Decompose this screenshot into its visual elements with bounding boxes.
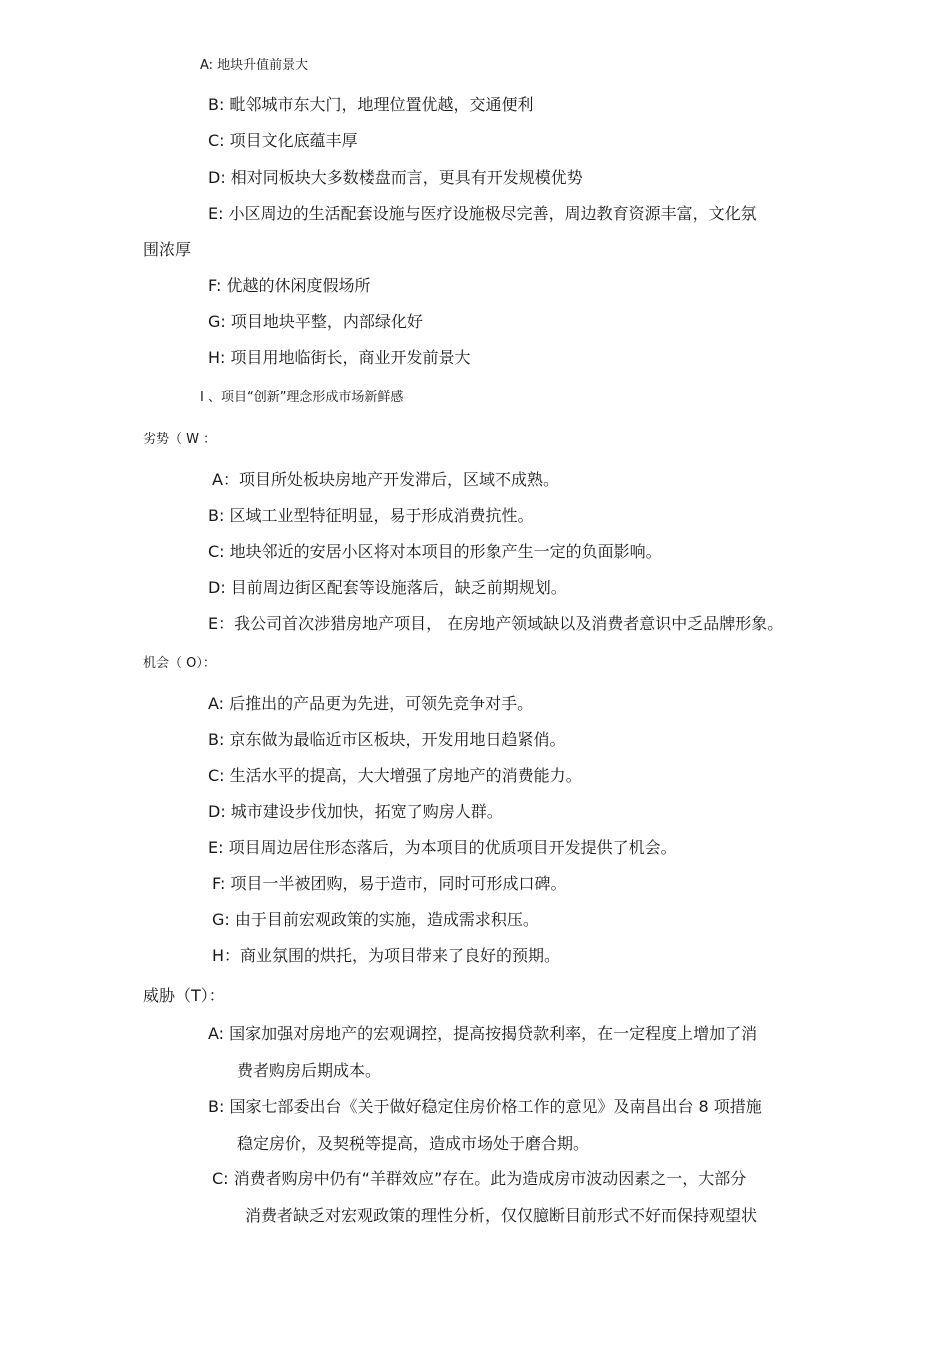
strength-item-d: D: 相对同板块大多数楼盘而言，更具有开发规模优势 xyxy=(208,168,583,187)
weakness-item-c: C: 地块邻近的安居小区将对本项目的形象产生一定的负面影响。 xyxy=(208,542,662,561)
weakness-item-b: B: 区域工业型特征明显，易于形成消费抗性。 xyxy=(208,506,534,525)
opportunity-item-c: C: 生活水平的提高，大大增强了房地产的消费能力。 xyxy=(208,766,582,785)
strength-item-h: H: 项目用地临街长，商业开发前景大 xyxy=(208,348,471,367)
strength-item-b: B: 毗邻城市东大门，地理位置优越，交通便利 xyxy=(208,95,534,114)
weakness-item-a: A：项目所处板块房地产开发滞后，区域不成熟。 xyxy=(212,470,559,489)
threat-item-c: C: 消费者购房中仍有“羊群效应”存在。此为造成房市波动因素之一，大部分 xyxy=(212,1169,747,1188)
weaknesses-heading: 劣势（ W ： xyxy=(143,432,217,447)
threat-item-a: A: 国家加强对房地产的宏观调控，提高按揭贷款利率，在一定程度上增加了消 xyxy=(208,1024,758,1043)
weakness-item-d: D: 目前周边街区配套等设施落后，缺乏前期规划。 xyxy=(208,578,567,597)
weakness-item-e: E：我公司首次涉猎房地产项目， 在房地产领域缺以及消费者意识中乏品牌形象。 xyxy=(208,614,784,633)
opportunity-item-a: A: 后推出的产品更为先进，可领先竞争对手。 xyxy=(208,694,534,713)
opportunity-item-b: B: 京东做为最临近市区板块，开发用地日趋紧俏。 xyxy=(208,730,566,749)
strength-item-f: F: 优越的休闲度假场所 xyxy=(208,276,371,295)
threat-item-b: B: 国家七部委出台《关于做好稳定住房价格工作的意见》及南昌出台 8 项措施 xyxy=(208,1097,762,1116)
opportunity-item-h: H：商业氛围的烘托，为项目带来了良好的预期。 xyxy=(212,946,561,965)
strength-item-i: I 、项目“创新”理念形成市场新鲜感 xyxy=(200,390,404,405)
threats-heading: 威胁（T）： xyxy=(143,986,225,1005)
threat-item-a-continued: 费者购房后期成本。 xyxy=(237,1061,382,1080)
opportunity-item-e: E: 项目周边居住形态落后，为本项目的优质项目开发提供了机会。 xyxy=(208,838,677,857)
strength-item-a: A: 地块升值前景大 xyxy=(200,58,309,73)
strength-item-c: C: 项目文化底蕴丰厚 xyxy=(208,131,358,150)
strength-item-g: G: 项目地块平整，内部绿化好 xyxy=(208,312,423,331)
strength-item-e-continued: 围浓厚 xyxy=(143,240,192,259)
threat-item-c-continued: 消费者缺乏对宏观政策的理性分析，仅仅臆断目前形式不好而保持观望状 xyxy=(245,1206,758,1225)
opportunity-item-d: D: 城市建设步伐加快，拓宽了购房人群。 xyxy=(208,802,503,821)
opportunity-item-f: F: 项目一半被团购，易于造市，同时可形成口碑。 xyxy=(212,874,567,893)
threat-item-b-continued: 稳定房价，及契税等提高，造成市场处于磨合期。 xyxy=(237,1134,590,1153)
opportunity-item-g: G: 由于目前宏观政策的实施，造成需求积压。 xyxy=(212,910,539,929)
strength-item-e: E: 小区周边的生活配套设施与医疗设施极尽完善，周边教育资源丰富，文化氛 xyxy=(208,204,757,223)
opportunities-heading: 机会（ O）： xyxy=(143,656,216,671)
